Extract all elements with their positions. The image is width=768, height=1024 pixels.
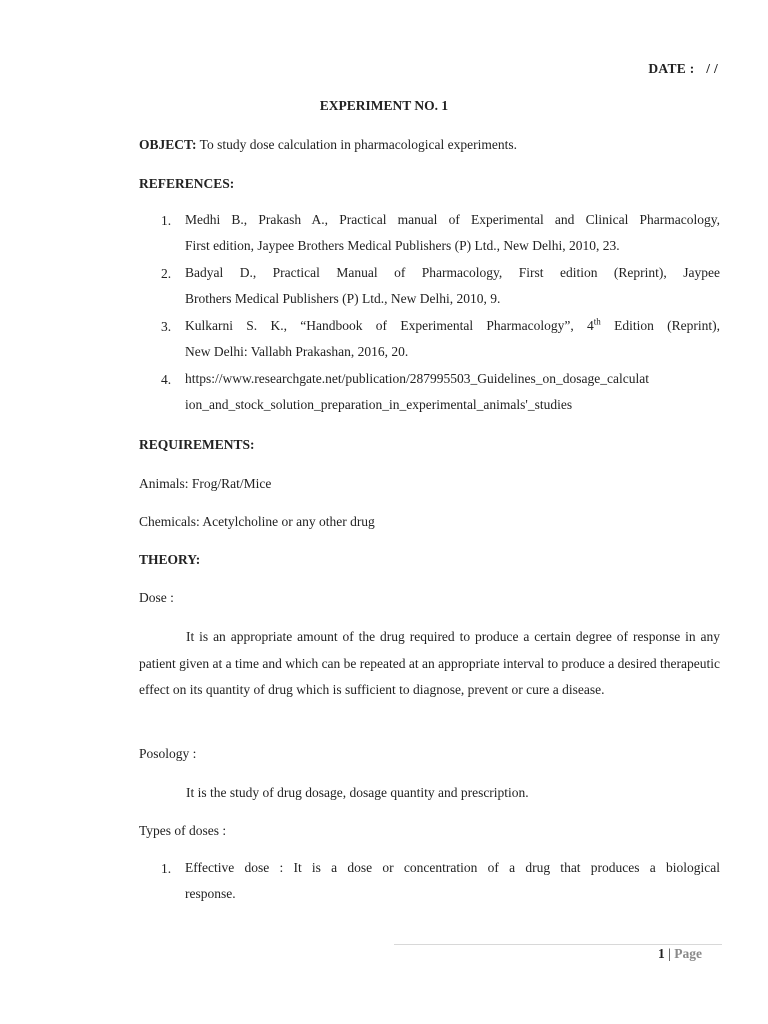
page-number: 1	[658, 946, 665, 961]
dose-type-line: Effective dose : It is a dose or concentration of a drug that produces a biological	[185, 860, 720, 875]
reference-url-line: https://www.researchgate.net/publication/287995503_Guidelines_on_dosage_calculat	[185, 371, 650, 386]
reference-number: 2.	[161, 266, 172, 281]
animals-line: Animals: Frog/Rat/Mice	[139, 476, 272, 491]
reference-number: 3.	[161, 319, 172, 334]
reference-number: 1.	[161, 213, 172, 228]
reference-item	[185, 313, 720, 365]
reference-line: Badyal D., Practical Manual of Pharmacology, First edition (Reprint), Jaypee	[185, 265, 720, 280]
dose-type-item	[185, 855, 720, 907]
reference-url-line: ion_and_stock_solution_preparation_in_experimental_animals'_studies	[185, 397, 573, 412]
reference-line: Medhi B., Prakash A., Practical manual of Experimental and Clinical Pharmacology,	[185, 212, 720, 227]
date-value: / /	[706, 61, 718, 76]
footer-separator: |	[668, 946, 671, 961]
requirements-heading: REQUIREMENTS:	[139, 437, 255, 452]
reference-line: New Delhi: Vallabh Prakashan, 2016, 20.	[185, 344, 409, 359]
page-footer	[658, 946, 702, 962]
reference-item	[185, 260, 720, 312]
reference-number: 4.	[161, 372, 172, 387]
reference-item	[185, 207, 720, 259]
reference-item	[185, 366, 720, 418]
date-field	[648, 61, 718, 77]
dose-paragraph: It is an appropriate amount of the drug required to produce a certain degree of response in any patient given at a time and which can be repeated at an appropriate interval to produce a desired therapeutic effect on its quantity of drug which is sufficient to diagnose, prevent or cure a disease.	[139, 629, 720, 697]
object-line	[139, 137, 517, 153]
dose-label: Dose :	[139, 590, 174, 605]
reference-line: First edition, Jaypee Brothers Medical Publishers (P) Ltd., New Delhi, 2010, 23.	[185, 238, 620, 253]
footer-divider	[394, 944, 722, 945]
date-label: DATE :	[648, 61, 695, 76]
types-of-doses-label: Types of doses :	[139, 823, 227, 838]
experiment-title: EXPERIMENT NO. 1	[319, 98, 449, 113]
superscript: th	[593, 316, 601, 327]
references-heading: REFERENCES:	[139, 176, 235, 191]
posology-paragraph: It is the study of drug dosage, dosage quantity and prescription.	[186, 785, 529, 800]
object-text: To study dose calculation in pharmacological experiments.	[199, 137, 517, 152]
dose-type-line: response.	[185, 886, 236, 901]
theory-heading: THEORY:	[139, 552, 201, 567]
posology-label: Posology :	[139, 746, 197, 761]
object-label: OBJECT:	[139, 137, 197, 152]
reference-line	[185, 313, 720, 339]
page-label: Page	[674, 946, 702, 961]
reference-text: Edition (Reprint),	[600, 318, 721, 333]
chemicals-line: Chemicals: Acetylcholine or any other drug	[139, 514, 375, 529]
reference-text: Kulkarni S. K., “Handbook of Experimental Pharmacology”, 4	[185, 318, 594, 333]
dose-type-number: 1.	[161, 861, 172, 876]
reference-line: Brothers Medical Publishers (P) Ltd., New Delhi, 2010, 9.	[185, 291, 501, 306]
